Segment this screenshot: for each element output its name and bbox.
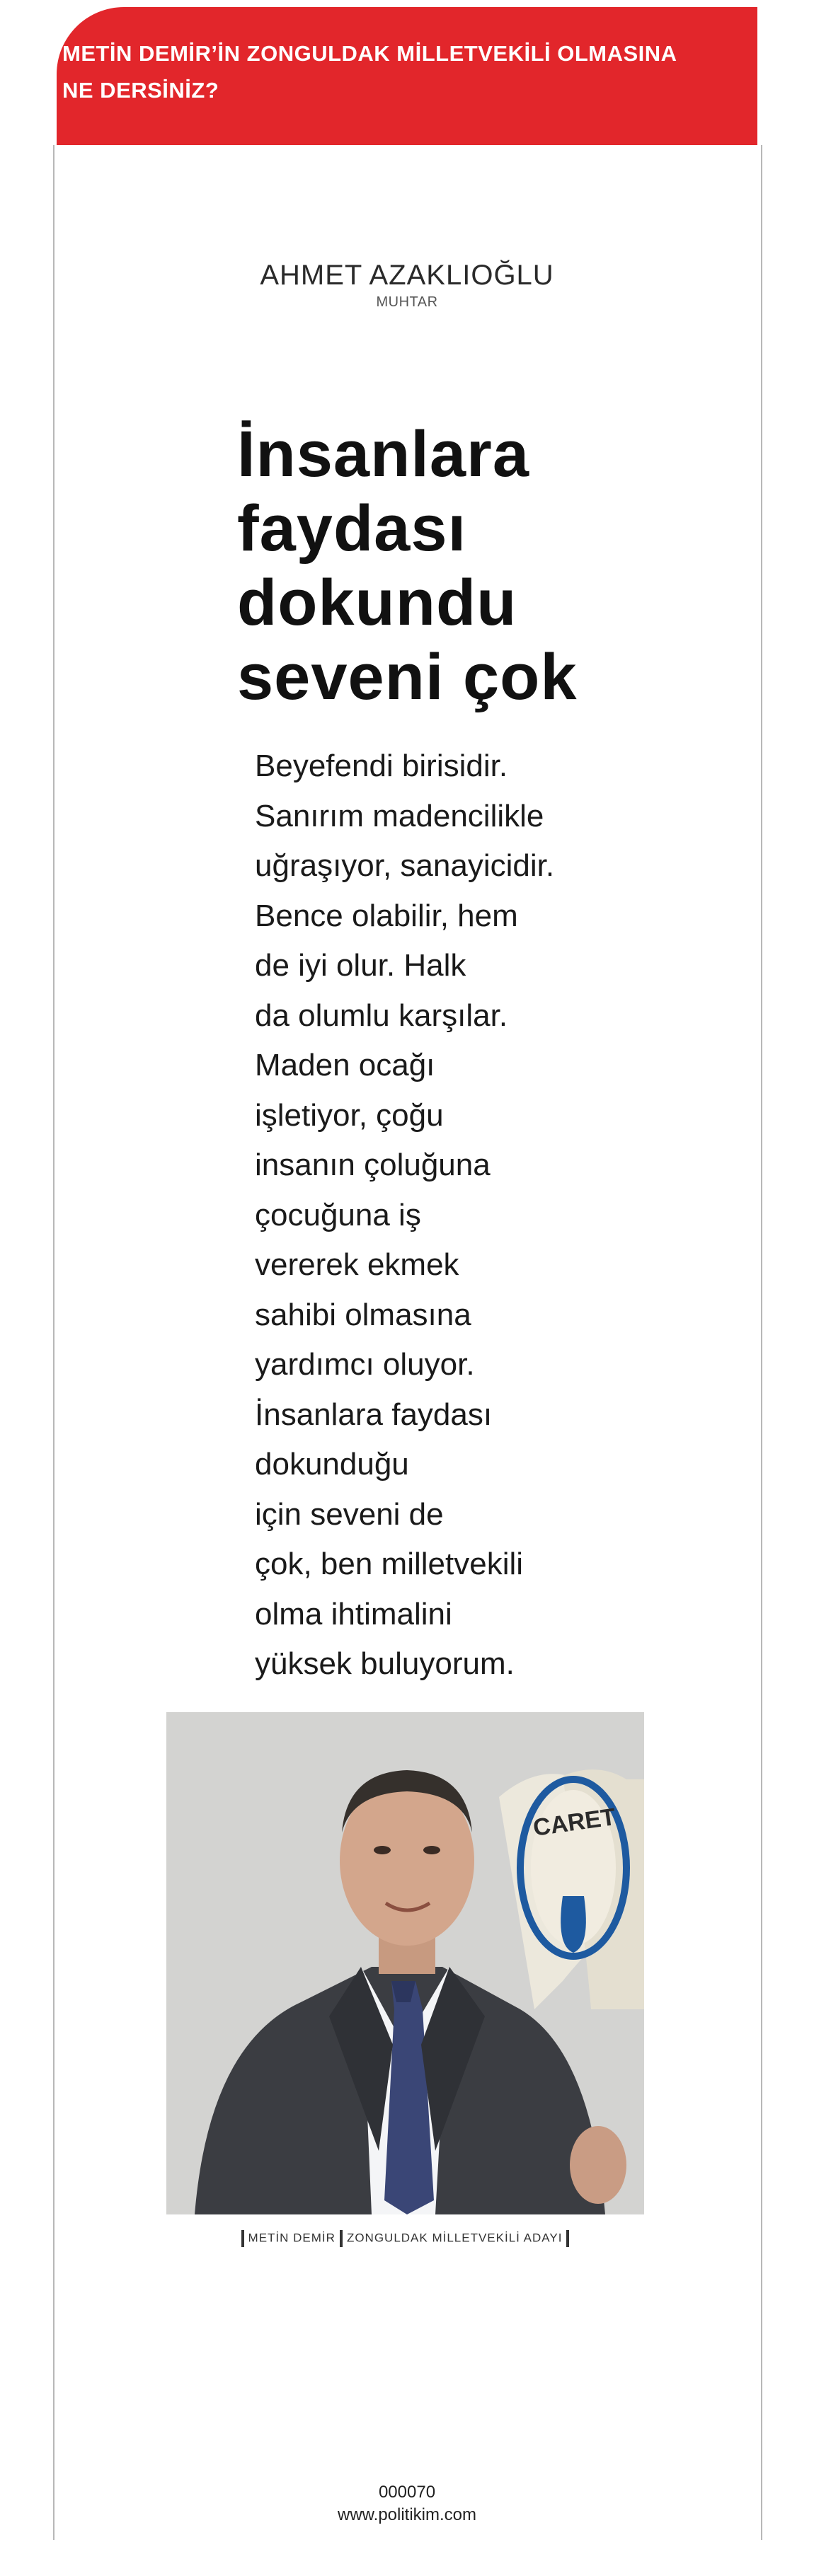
body-line: Bence olabilir, hem: [255, 898, 518, 933]
body-line: olma ihtimalini: [255, 1596, 452, 1631]
headline-line: İnsanlara: [237, 418, 529, 490]
body-line: çok, ben milletvekili: [255, 1547, 524, 1581]
caption-separator: [566, 2230, 569, 2247]
body-line: dokunduğu: [255, 1447, 409, 1482]
body-line: uğraşıyor, sanayicidir.: [255, 848, 555, 883]
website-link[interactable]: www.politikim.com: [337, 2505, 477, 2524]
body-line: çocuğuna iş: [255, 1197, 421, 1232]
candidate-photo: [166, 1712, 644, 2214]
flag-text: CARET: [531, 1803, 618, 1842]
headline-line: dokundu: [237, 567, 517, 639]
interviewee-name: AHMET AZAKLIOĞLU: [260, 260, 554, 291]
body-line: insanın çoluğuna: [255, 1148, 491, 1182]
body-line: için seveni de: [255, 1496, 444, 1532]
body-line: sahibi olmasına: [255, 1297, 471, 1332]
headline: [237, 417, 662, 715]
body-line: İnsanlara faydası: [255, 1397, 493, 1432]
body-line: Sanırım madencilikle: [255, 798, 544, 833]
caption-separator: [241, 2230, 244, 2247]
body-line: da olumlu karşılar.: [255, 998, 508, 1033]
caption-title: ZONGULDAK MİLLETVEKİLİ ADAYI: [346, 2231, 563, 2245]
caption-name: METİN DEMİR: [248, 2231, 336, 2245]
page-number: 000070: [378, 2483, 436, 2502]
body-line: yardımcı oluyor.: [255, 1347, 475, 1382]
headline-line: faydası: [237, 492, 467, 565]
body-line: Beyefendi birisidir.: [255, 749, 508, 783]
body-line: Maden ocağı: [255, 1048, 435, 1082]
photo-caption: [166, 2227, 644, 2249]
body-line: vererek ekmek: [255, 1247, 459, 1282]
right-border-line: [761, 145, 762, 2540]
caption-separator: [340, 2230, 343, 2247]
body-line: yüksek buluyorum.: [255, 1646, 515, 1681]
header-question: METİN DEMİR’İN ZONGULDAK MİLLETVEKİLİ OLMASINA NE DERSİNİZ?: [62, 41, 677, 103]
left-border-line: [53, 145, 55, 2540]
article-body: [255, 741, 651, 1690]
interviewee-role: MUHTAR: [376, 294, 438, 310]
body-line: işletiyor, çoğu: [255, 1097, 444, 1133]
headline-line: seveni çok: [237, 641, 578, 713]
body-line: de iyi olur. Halk: [255, 948, 466, 983]
